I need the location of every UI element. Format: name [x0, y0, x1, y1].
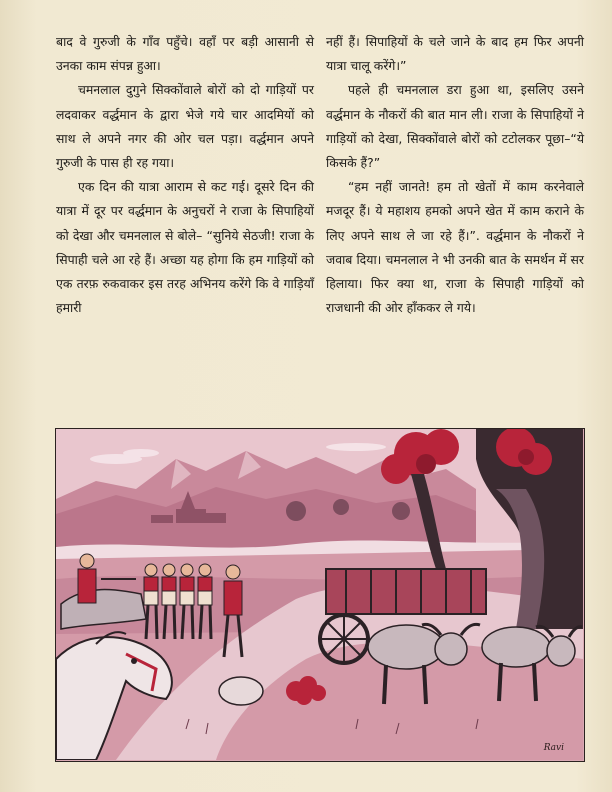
- paragraph: नहीं हैं। सिपाहियों के चले जाने के बाद हम फिर अपनी यात्रा चालू करेंगे।”: [326, 34, 584, 74]
- right-text-column: [326, 30, 584, 320]
- paragraph: “हम नहीं जानते! हम तो खेतों में काम करनेवाले मजदूर हैं। ये महाशय हमको अपने खेत में काम कराने के लिए अपने साथ ले जा रहे हैं।”. वर्द्धमान के नौकरों ने जवाब दिया। चमनलाल ने भी उनकी बात के समर्थन में सर हिलाया। फिर क्या था, राजा के सिपाही गाड़ियों को राजधानी की ओर हाँककर ले गये।: [326, 179, 584, 316]
- paragraph: बाद वे गुरुजी के गाँव पहुँचे। वहाँ पर बड़ी आसानी से उनका काम संपन्न हुआ।: [56, 34, 314, 74]
- left-text-column: [56, 30, 314, 320]
- story-illustration: [55, 428, 585, 762]
- paragraph: पहले ही चमनलाल डरा हुआ था, इसलिए उसने वर्द्धमान के नौकरों की बात मान ली। राजा के सिपाहियों ने गाड़ियों को देखा, सिक्कोंवाले बोरों को टटोलकर पूछा–“ये किसके हैं?”: [326, 82, 584, 171]
- paragraph: एक दिन की यात्रा आराम से कट गई। दूसरे दिन की यात्रा में दूर पर वर्द्धमान के अनुचरों ने राजा के सिपाहियों को देखा और चमनलाल से बोले– “सुनिये सेठजी! राजा के सिपाही चले आ रहे हैं। अच्छा यह होगा कि हम गाड़ियों को एक तरफ़ रुकवाकर इस तरह अभिनय करेंगे कि वे गाड़ियाँ हमारी: [56, 179, 314, 316]
- artist-signature: Ravi: [543, 743, 564, 753]
- paragraph: चमनलाल दुगुने सिक्कोंवाले बोरों को दो गाड़ियों पर लदवाकर वर्द्धमान के द्वारा भेजे गये चार आदमियों को साथ ले अपने नगर की ओर चल पड़ा। वर्द्धमान अपने गुरुजी के पास ही रह गया।: [56, 82, 314, 171]
